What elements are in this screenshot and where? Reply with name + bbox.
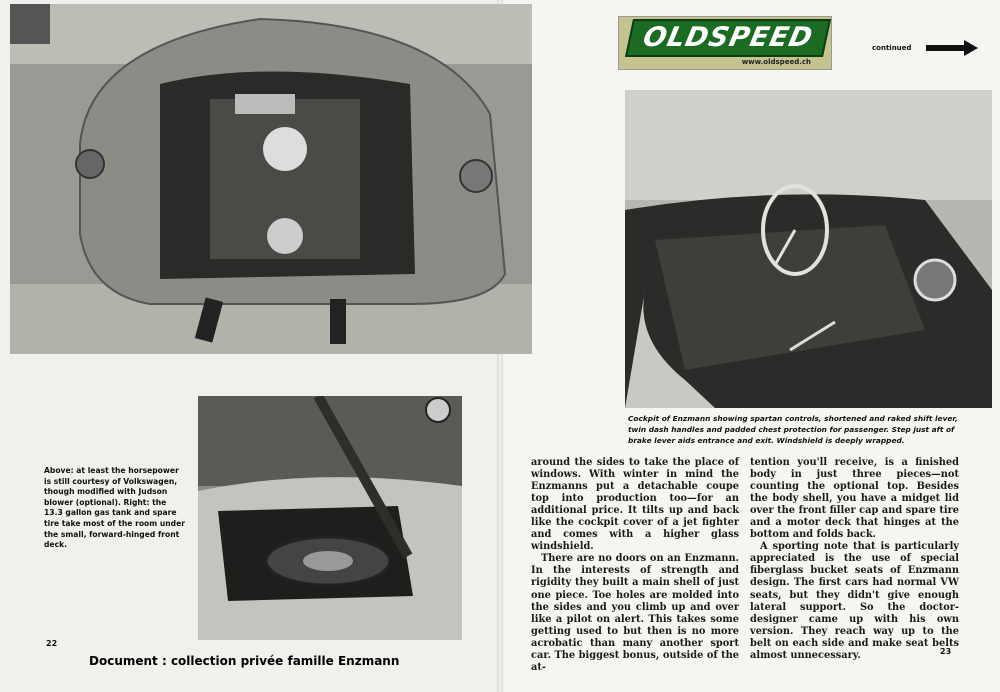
page-number-right: 23 [940, 647, 952, 656]
article-column-1 [531, 457, 739, 674]
paragraph: tention you'll receive, is a finished body in just three pieces—not counting the optional top. Besides the body shell, you have a midget lid over the front filler cap and spare tire and a motor deck that hinges at the bottom and folds back. [750, 457, 959, 541]
document-credit: Document : collection privée famille Enzmann [89, 654, 400, 668]
oldspeed-logo[interactable] [618, 16, 832, 70]
logo-url[interactable]: www.oldspeed.ch [741, 58, 811, 66]
paragraph: A sporting note that is particularly appreciated is the use of special fiberglass bucket seats of Enzmann design. The first cars had normal VW seats, but they didn't give enough lateral support. So the doctor-designer came up with his own version. They reach way up to the belt on each side and make seat belts almost unnecessary. [750, 541, 959, 661]
paragraph: around the sides to take the place of windows. With winter in mind the Enzmanns put a detachable coupe top into production too—for an additional price. It tilts up and back like the cockpit cover of a jet fighter and comes with a higher glass windshield. [531, 457, 739, 553]
paragraph: There are no doors on an Enzmann. In the interests of strength and rigidity they built a main shell of just one piece. Toe holes are molded into the sides and you climb up and over like a pilot on alert. This takes some getting used to but then is no more acrobatic than many another sport car. The biggest bonus, outside of the at- [531, 553, 739, 673]
article-column-2 [750, 457, 959, 662]
arrow-right-icon [926, 40, 978, 56]
cockpit-photo [625, 90, 992, 408]
engine-caption: Above: at least the horsepower is still courtesy of Volkswagen, though modified with Judson blower (optional). Right: the 13.3 gallon gas tank and spare tire take most of the room under the small, forward-hinged front deck. [44, 466, 185, 550]
front-deck-photo [198, 396, 462, 640]
logo-wordmark: OLDSPEED [625, 19, 831, 57]
cockpit-caption: Cockpit of Enzmann showing spartan controls, shortened and raked shift lever, twin dash handles and padded chest protection for passenger. Step just aft of brake lever aids entrance and exit. Windshield is deeply wrapped. [628, 414, 958, 445]
engine-photo [10, 4, 532, 354]
continued-label: continued [872, 44, 912, 52]
page-number-left: 22 [46, 639, 58, 648]
